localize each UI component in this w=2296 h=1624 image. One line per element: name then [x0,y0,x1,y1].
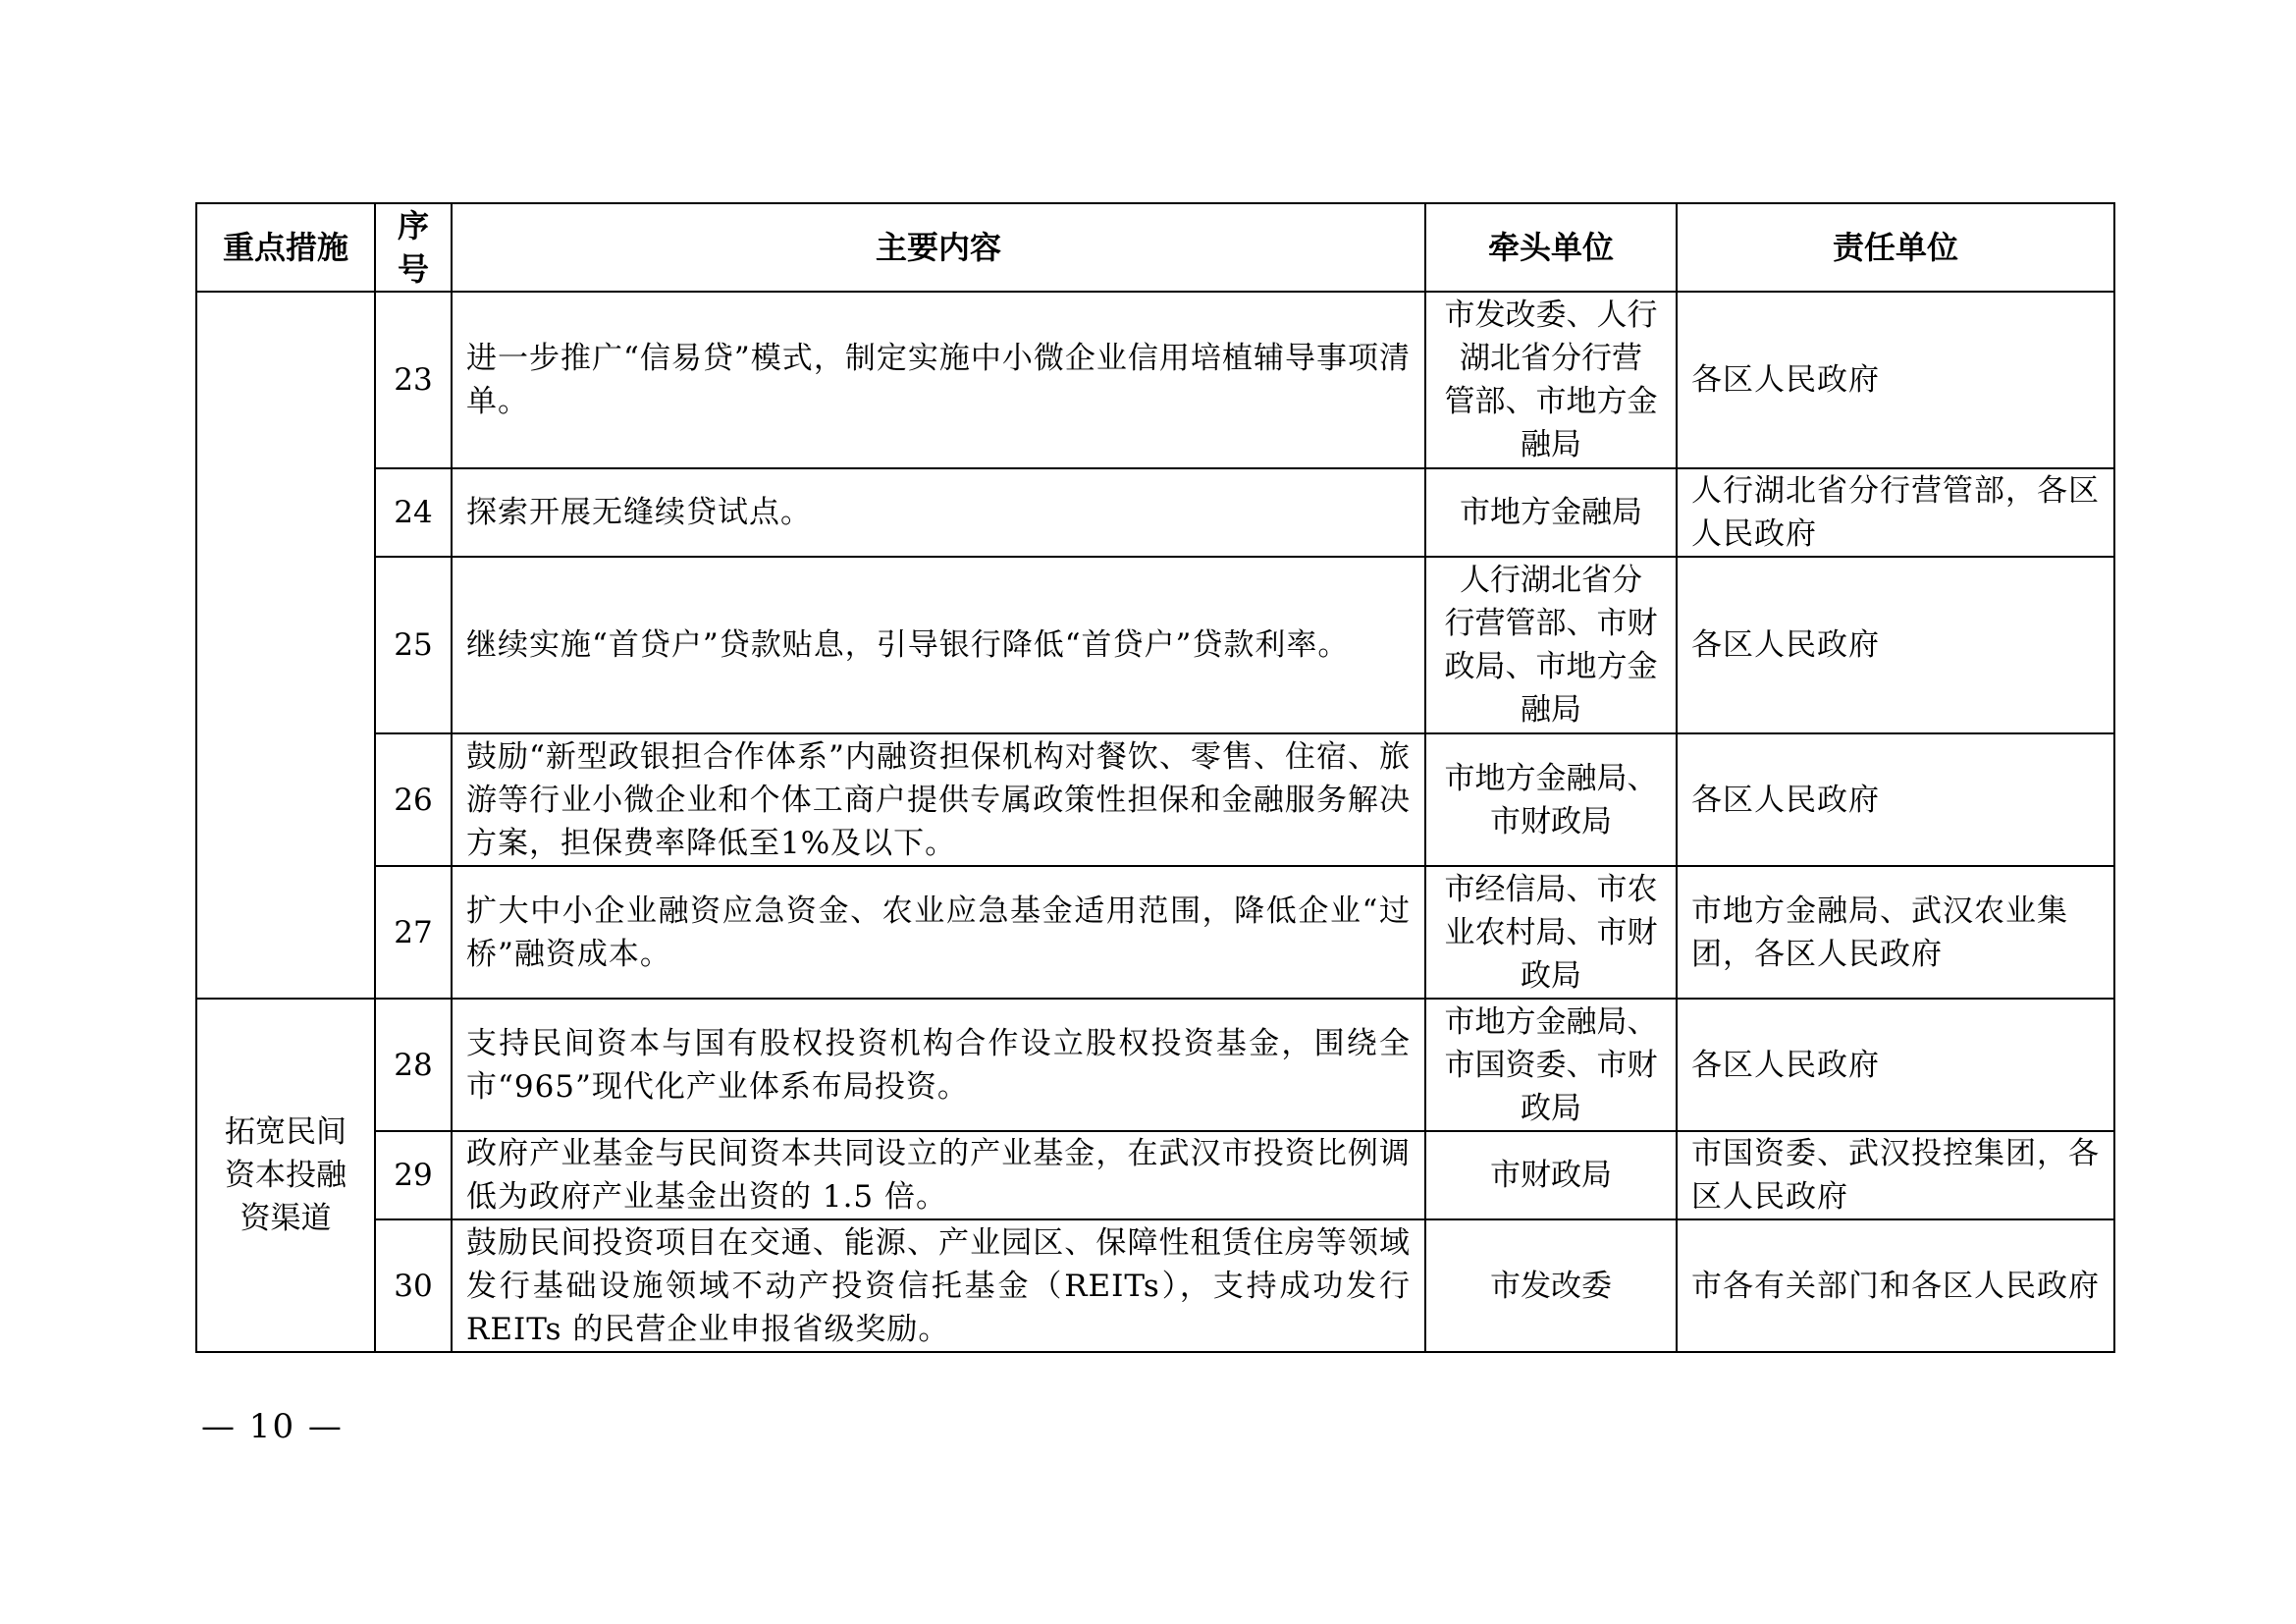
table-row [196,557,2114,733]
lead-line: 市地方金融局、 [1444,1003,1658,1040]
header-seq-line: 号 [397,250,429,288]
seq-cell: 30 [375,1219,452,1352]
lead-cell [1425,557,1677,733]
lead-cell [1425,468,1677,557]
table-row [196,292,2114,468]
responsible-cell: 市地方金融局、武汉农业集团，各区人民政府 [1677,866,2114,999]
table-header-row [196,203,2114,292]
table-row [196,999,2114,1131]
lead-line: 湖北省分行营 [1460,341,1642,376]
lead-line: 政局 [1521,957,1581,994]
content-cell: 扩大中小企业融资应急资金、农业应急基金适用范围，降低企业“过桥”融资成本。 [452,866,1425,999]
content-cell: 政府产业基金与民间资本共同设立的产业基金，在武汉市投资比例调低为政府产业基金出资的 1.5 倍。 [452,1131,1425,1219]
seq-cell: 28 [375,999,452,1131]
lead-line: 政局、市地方金 [1444,649,1658,684]
table-row [196,866,2114,999]
lead-cell [1425,1131,1677,1219]
lead-cell [1425,999,1677,1131]
lead-line: 行营管部、市财 [1444,606,1658,641]
lead-line: 市经信局、市农 [1444,871,1658,907]
lead-line: 市地方金融局 [1460,495,1642,530]
table-row [196,468,2114,557]
content-cell: 继续实施“首贷户”贷款贴息，引导银行降低“首贷户”贷款利率。 [452,557,1425,733]
lead-line: 人行湖北省分 [1460,563,1642,598]
seq-cell: 24 [375,468,452,557]
lead-line: 市地方金融局、 [1444,760,1658,796]
responsible-cell: 各区人民政府 [1677,999,2114,1131]
responsible-cell: 市各有关部门和各区人民政府 [1677,1219,2114,1352]
lead-line: 市国资委、市财 [1444,1047,1658,1083]
lead-line: 政局 [1521,1090,1581,1126]
category-line: 拓宽民间 [225,1114,347,1150]
header-responsible: 责任单位 [1677,203,2114,292]
lead-line: 市财政局 [1490,1158,1612,1193]
content-cell: 进一步推广“信易贷”模式，制定实施中小微企业信用培植辅导事项清单。 [452,292,1425,468]
content-cell: 鼓励民间投资项目在交通、能源、产业园区、保障性租赁住房等领域发行基础设施领域不动产投资信托基金（REITs），支持成功发行 REITs 的民营企业申报省级奖励。 [452,1219,1425,1352]
seq-cell: 29 [375,1131,452,1219]
category-cell [196,292,375,999]
lead-cell [1425,292,1677,468]
lead-cell [1425,1219,1677,1352]
seq-cell: 23 [375,292,452,468]
category-line: 资渠道 [240,1201,332,1236]
header-lead: 牵头单位 [1425,203,1677,292]
content-cell: 支持民间资本与国有股权投资机构合作设立股权投资基金，围绕全市“965”现代化产业体系布局投资。 [452,999,1425,1131]
category-cell [196,999,375,1352]
responsible-cell: 各区人民政府 [1677,557,2114,733]
table-row [196,733,2114,866]
measures-table [195,202,2115,1353]
responsible-cell: 各区人民政府 [1677,733,2114,866]
seq-cell: 25 [375,557,452,733]
lead-line: 融局 [1521,427,1581,462]
header-category: 重点措施 [196,203,375,292]
lead-line: 管部、市地方金 [1444,384,1658,419]
header-content: 主要内容 [452,203,1425,292]
table-row [196,1131,2114,1219]
lead-cell [1425,733,1677,866]
content-cell: 鼓励“新型政银担合作体系”内融资担保机构对餐饮、零售、住宿、旅游等行业小微企业和个体工商户提供专属政策性担保和金融服务解决方案，担保费率降低至1%及以下。 [452,733,1425,866]
header-seq [375,203,452,292]
lead-line: 业农村局、市财 [1444,914,1658,950]
lead-line: 市发改委、人行 [1444,298,1658,333]
lead-line: 融局 [1521,692,1581,728]
seq-cell: 27 [375,866,452,999]
header-seq-line: 序 [397,207,429,244]
content-cell: 探索开展无缝续贷试点。 [452,468,1425,557]
category-line: 资本投融 [225,1158,347,1193]
responsible-cell: 市国资委、武汉投控集团，各区人民政府 [1677,1131,2114,1219]
table-row [196,1219,2114,1352]
lead-line: 市发改委 [1490,1268,1612,1304]
responsible-cell: 人行湖北省分行营管部，各区人民政府 [1677,468,2114,557]
lead-line: 市财政局 [1490,803,1612,839]
page-number: — 10 — [201,1407,344,1446]
seq-cell: 26 [375,733,452,866]
responsible-cell: 各区人民政府 [1677,292,2114,468]
lead-cell [1425,866,1677,999]
